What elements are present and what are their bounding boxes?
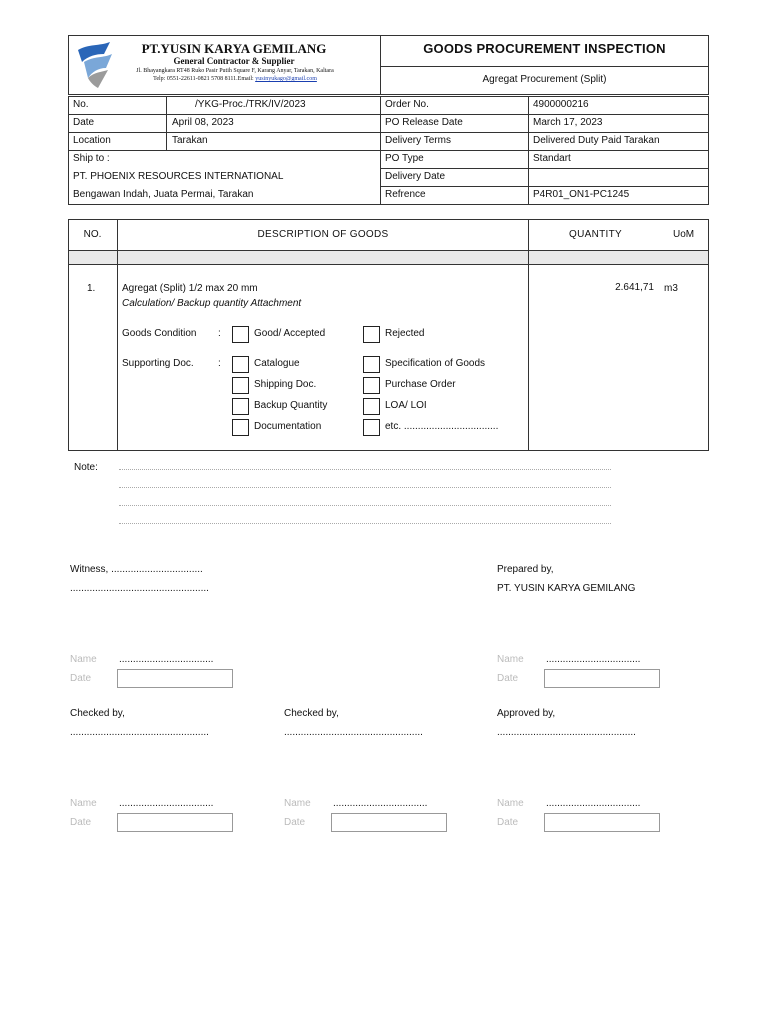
checked-label-2: Checked by, (284, 708, 339, 719)
location-label: Location (73, 135, 111, 146)
form-title: GOODS PROCUREMENT INSPECTION (423, 41, 666, 56)
checked2-date-field[interactable] (331, 813, 447, 832)
goods-divider-v2 (528, 219, 529, 451)
witness-date-field[interactable] (117, 669, 233, 688)
loa-checkbox[interactable] (363, 398, 380, 415)
info-divider-v1 (166, 96, 167, 151)
po-type-value: Standart (533, 153, 571, 164)
documentation-checkbox[interactable] (232, 419, 249, 436)
delivery-terms-value: Delivered Duty Paid Tarakan (533, 135, 660, 146)
catalogue-checkbox[interactable] (232, 356, 249, 373)
condition-label: Goods Condition (122, 328, 197, 339)
note-line-2[interactable] (119, 487, 611, 488)
no-value: /YKG-Proc./TRK/IV/2023 (195, 99, 306, 110)
info-row-line-4 (380, 168, 709, 169)
approved-name-label: Name (497, 798, 524, 809)
approved-date-field[interactable] (544, 813, 660, 832)
witness-line: .................................................. (70, 583, 209, 594)
note-line-4[interactable] (119, 523, 611, 524)
po-release-value: March 17, 2023 (533, 117, 603, 128)
prepared-name-label: Name (497, 654, 524, 665)
company-contact (100, 75, 370, 83)
witness-date-label: Date (70, 673, 92, 684)
approved-name-dots: .................................. (546, 798, 641, 809)
item-uom: m3 (664, 283, 678, 294)
po-checkbox[interactable] (363, 377, 380, 394)
condition-rejected-checkbox[interactable] (363, 326, 380, 343)
checked1-date-label: Date (70, 817, 92, 828)
po-type-label: PO Type (385, 153, 424, 164)
prepared-date-label: Date (497, 673, 519, 684)
col-qty-header: QUANTITY (569, 229, 622, 240)
loa-label: LOA/ LOI (385, 400, 427, 411)
condition-good-label: Good/ Accepted (254, 328, 326, 339)
goods-divider-v1 (117, 219, 118, 451)
checked1-name-label: Name (70, 798, 97, 809)
header-divider-h (380, 66, 709, 67)
company-email-link[interactable]: yusinyukago@gmail.com (255, 76, 317, 82)
note-label: Note: (74, 462, 98, 473)
note-line-1[interactable] (119, 469, 611, 470)
approved-label: Approved by, (497, 708, 556, 719)
catalogue-label: Catalogue (254, 358, 300, 369)
condition-rejected-label: Rejected (385, 328, 425, 339)
po-release-label: PO Release Date (385, 117, 463, 128)
delivery-terms-label: Delivery Terms (385, 135, 451, 146)
date-value: April 08, 2023 (172, 117, 234, 128)
item-no: 1. (87, 283, 96, 294)
delivery-date-label: Delivery Date (385, 171, 446, 182)
po-label: Purchase Order (385, 379, 456, 390)
goods-body-line (68, 264, 709, 265)
prepared-company: PT. YUSIN KARYA GEMILANG (497, 583, 636, 594)
checked2-name-dots: .................................. (333, 798, 428, 809)
prepared-name-dots: .................................. (546, 654, 641, 665)
etc-checkbox[interactable] (363, 419, 380, 436)
goods-spacer-row (69, 251, 708, 264)
checked2-name-label: Name (284, 798, 311, 809)
spec-checkbox[interactable] (363, 356, 380, 373)
checked2-date-label: Date (284, 817, 306, 828)
order-value: 4900000216 (533, 99, 589, 110)
shipto-address: Bengawan Indah, Juata Permai, Tarakan (73, 189, 254, 200)
witness-label: Witness, ................................. (70, 564, 203, 575)
prepared-label: Prepared by, (497, 564, 554, 575)
note-line-3[interactable] (119, 505, 611, 506)
support-label: Supporting Doc. (122, 358, 194, 369)
checked-label-1: Checked by, (70, 708, 125, 719)
item-description: Agregat (Split) 1/2 max 20 mm (122, 283, 258, 294)
approved-line: .................................................. (497, 727, 636, 738)
info-row-line-3 (68, 150, 709, 151)
checked-line-1: .................................................. (70, 727, 209, 738)
shipto-name: PT. PHOENIX RESOURCES INTERNATIONAL (73, 171, 284, 182)
backup-label: Backup Quantity (254, 400, 328, 411)
condition-colon: : (218, 328, 221, 339)
form-subtitle: Agregat Procurement (Split) (482, 74, 607, 85)
witness-name-dots: .................................. (119, 654, 214, 665)
reference-label: Refrence (385, 189, 426, 200)
shipto-label: Ship to : (73, 153, 110, 164)
prepared-date-field[interactable] (544, 669, 660, 688)
spec-label: Specification of Goods (385, 358, 486, 369)
item-quantity: 2.641,71 (615, 282, 654, 293)
checked-line-2: .................................................. (284, 727, 423, 738)
backup-checkbox[interactable] (232, 398, 249, 415)
reference-value: P4R01_ON1-PC1245 (533, 189, 630, 200)
company-contact-text: Telp: 0551-22611-0821 5708 8111.Email: (153, 76, 256, 82)
col-desc-header: DESCRIPTION OF GOODS (257, 229, 389, 240)
no-label: No. (73, 99, 89, 110)
info-row-line-2 (68, 132, 709, 133)
company-name: PT.YUSIN KARYA GEMILANG (141, 41, 327, 56)
etc-label: etc. .................................. (385, 421, 499, 432)
col-no-header: NO. (83, 229, 102, 240)
location-value: Tarakan (172, 135, 208, 146)
shipping-checkbox[interactable] (232, 377, 249, 394)
witness-name-label: Name (70, 654, 97, 665)
col-uom-header: UoM (673, 229, 695, 240)
checked1-date-field[interactable] (117, 813, 233, 832)
documentation-label: Documentation (254, 421, 322, 432)
goods-header-line (68, 250, 709, 251)
company-tagline: General Contractor & Supplier (173, 56, 295, 66)
item-note: Calculation/ Backup quantity Attachment (122, 298, 302, 309)
date-label: Date (73, 117, 95, 128)
approved-date-label: Date (497, 817, 519, 828)
company-address: Jl. Bhayangkara RT48 Ruko Pasir Putih Square F, Karang Anyar, Tarakan, Kaltara (136, 68, 334, 74)
info-row-line-5 (380, 186, 709, 187)
order-label: Order No. (385, 99, 429, 110)
support-colon: : (218, 358, 221, 369)
condition-good-checkbox[interactable] (232, 326, 249, 343)
shipping-label: Shipping Doc. (254, 379, 317, 390)
checked1-name-dots: .................................. (119, 798, 214, 809)
info-row-line-1 (68, 114, 709, 115)
